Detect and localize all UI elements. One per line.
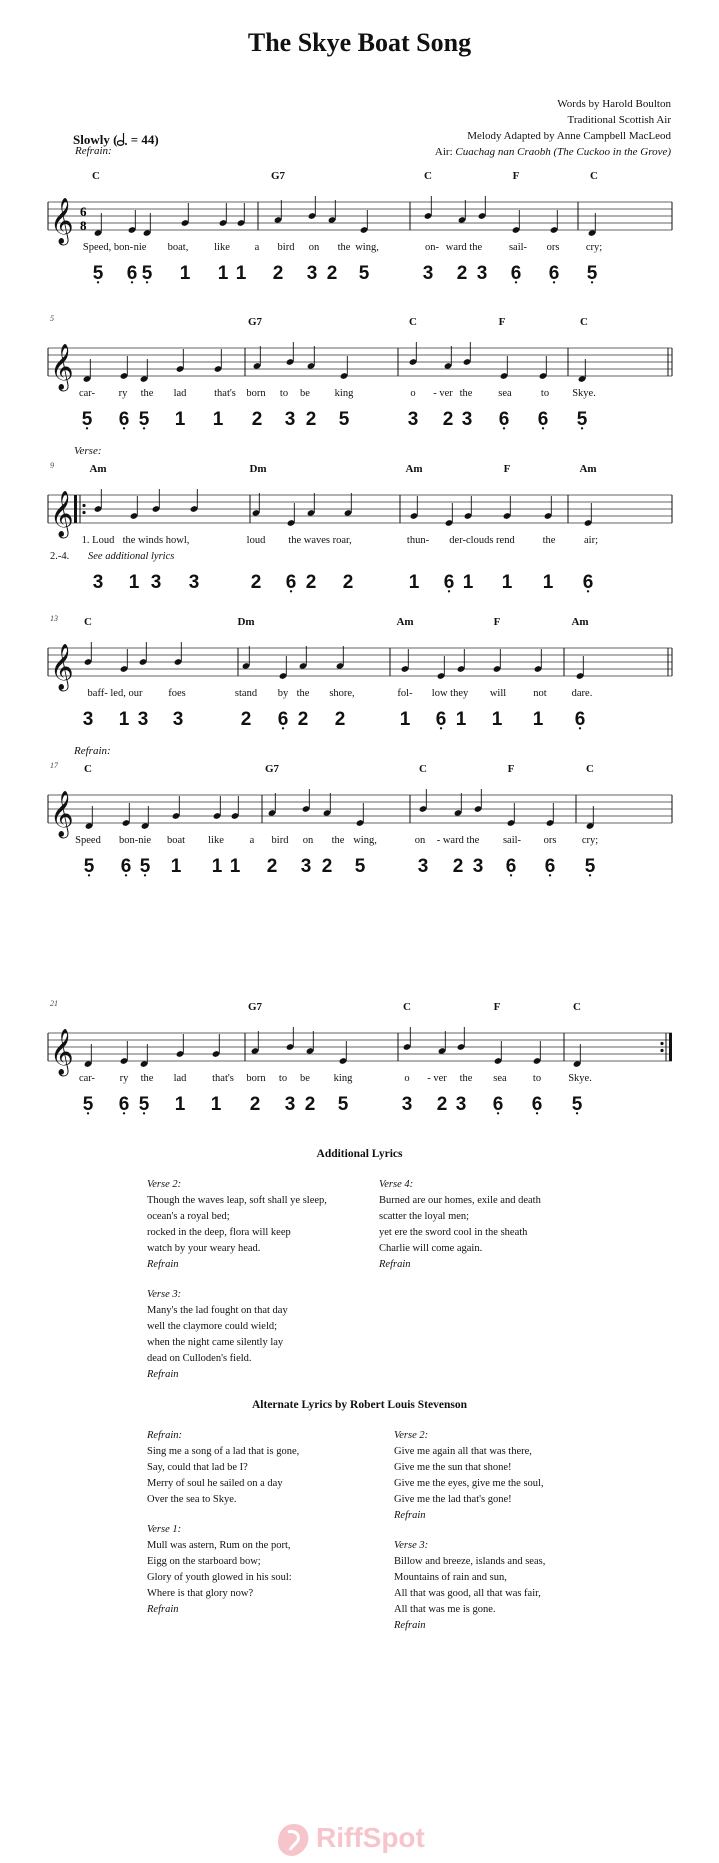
lyric-syllable: der-clouds rend — [449, 535, 515, 546]
harmonica-number: 3 — [455, 1094, 467, 1115]
harmonica-number: 5 • — [82, 410, 93, 430]
lyric-syllable: by — [277, 688, 289, 699]
lyric-syllable: like — [208, 835, 224, 846]
lyric-syllable: Speed — [75, 835, 101, 846]
harmonica-number: 2 — [334, 709, 346, 730]
chord-symbol: F — [512, 170, 520, 182]
riffspot-logo-icon — [274, 1822, 314, 1863]
chord-symbol: F — [503, 463, 511, 475]
lyric-syllable: sail- — [502, 835, 522, 846]
lyric-syllable: a — [254, 242, 260, 253]
lyric-syllable: foes — [168, 688, 186, 699]
harmonica-number: 1 — [462, 572, 474, 593]
harmonica-number: 3 — [300, 856, 312, 877]
harmonica-number: 1 — [399, 709, 411, 730]
lyric-syllable: king — [334, 388, 354, 399]
refrain-cue: Refrain — [394, 1620, 426, 1631]
lyric-syllable: stand — [234, 688, 258, 699]
harmonica-number: 3 — [476, 263, 488, 284]
chord-symbol: Dm — [237, 616, 255, 628]
harmonica-number: 1 — [118, 709, 130, 730]
chord-symbol: F — [498, 316, 506, 328]
chord-symbol: C — [573, 1001, 581, 1013]
harmonica-number: 1 — [211, 856, 223, 877]
harmonica-number: 2 — [251, 409, 263, 430]
lyric-line: All that was good, all that was fair, — [394, 1588, 541, 1599]
chord-symbol: C — [84, 616, 92, 628]
block-label: Verse 2: — [147, 1179, 182, 1190]
lyric-syllable: born — [246, 1073, 266, 1084]
block-label: Verse 3: — [147, 1289, 182, 1300]
harmonica-number: 2 — [305, 572, 317, 593]
refrain-cue: Refrain — [147, 1604, 179, 1615]
credit-melody: Melody Adapted by Anne Campbell MacLeod — [467, 130, 671, 142]
credit-words: Words by Harold Boulton — [557, 98, 671, 110]
lyric-syllable: the — [459, 1073, 473, 1084]
lyric-syllable: like — [214, 242, 230, 253]
lyric-syllable: wing, — [353, 835, 377, 846]
lyric-line: well the claymore could wield; — [147, 1321, 278, 1332]
harmonica-number: 3 — [422, 263, 434, 284]
verse-alt-number: 2.-4. — [50, 551, 70, 562]
chord-symbol: C — [409, 316, 417, 328]
chord-symbol: Am — [396, 616, 414, 628]
lyric-syllable: on — [302, 835, 314, 846]
lyric-syllable: be — [300, 388, 310, 399]
harmonica-number: 3 — [172, 709, 184, 730]
chord-symbol: Am — [579, 463, 597, 475]
harmonica-number: 5 • — [140, 857, 151, 877]
harmonica-number: 1 — [179, 263, 191, 284]
lyric-syllable: o — [404, 1073, 410, 1084]
section-label: Verse: — [74, 445, 102, 457]
lyric-syllable: on — [308, 242, 320, 253]
harmonica-number: 3 — [306, 263, 318, 284]
lyric-line: scatter the loyal men; — [379, 1211, 470, 1222]
chord-symbol: Am — [405, 463, 423, 475]
lyric-block — [147, 1287, 387, 1383]
lyric-syllable: lad — [173, 388, 187, 399]
harmonica-number: 5 • — [142, 264, 153, 284]
chord-symbol: C — [580, 316, 588, 328]
chord-symbol: G7 — [270, 170, 286, 182]
lyric-syllable: to — [540, 388, 550, 399]
section-label: Refrain: — [74, 745, 111, 757]
harmonica-number: 6 • — [532, 1095, 543, 1115]
lyric-line: dead on Culloden's field. — [147, 1353, 252, 1364]
block-label: Verse 2: — [394, 1430, 429, 1441]
chord-symbol: Dm — [249, 463, 267, 475]
harmonica-number: 3 — [407, 409, 419, 430]
svg-text:6: 6 — [80, 204, 87, 219]
tempo-value: = 44) — [130, 132, 159, 147]
harmonica-number: 5 • — [572, 1095, 583, 1115]
lyric-syllable: sea — [498, 388, 512, 399]
harmonica-number: 6 • — [583, 573, 594, 593]
section-label: Refrain: — [75, 145, 112, 157]
harmonica-number: 2 — [342, 572, 354, 593]
verse-alt-note: See additional lyrics — [88, 551, 175, 562]
harmonica-number: 3 — [401, 1094, 413, 1115]
harmonica-number: 2 — [304, 1094, 316, 1115]
chord-symbol: Am — [89, 463, 107, 475]
svg-text:𝄞: 𝄞 — [50, 198, 74, 244]
lyric-syllable: ry — [118, 388, 128, 399]
harmonica-number: 1 — [542, 572, 554, 593]
lyric-syllable: air; — [584, 535, 598, 546]
harmonica-number: 1 — [174, 1094, 186, 1115]
lyric-line: Glory of youth glowed in his soul: — [147, 1572, 292, 1583]
staff — [0, 1023, 719, 1083]
lyric-syllable: 1. Loud — [81, 535, 115, 546]
tempo-note-icon: ( — [113, 132, 127, 147]
block-label: Refrain: — [147, 1430, 182, 1441]
lyric-syllable: ry — [119, 1073, 129, 1084]
harmonica-number: 6 • — [575, 710, 586, 730]
lyric-syllable: thun- — [406, 535, 430, 546]
lyric-syllable: born — [246, 388, 266, 399]
refrain-cue: Refrain — [147, 1259, 179, 1270]
svg-text:𝄞: 𝄞 — [50, 791, 74, 837]
harmonica-number: 1 — [210, 1094, 222, 1115]
lyric-syllable: not — [533, 688, 547, 699]
harmonica-number: 2 — [297, 709, 309, 730]
lyric-syllable: the waves roar, — [288, 535, 352, 546]
lyric-line: All that was me is gone. — [394, 1604, 496, 1615]
lyric-syllable: boat — [166, 835, 186, 846]
lyric-syllable: will — [489, 688, 507, 699]
harmonica-number: 2 — [452, 856, 464, 877]
lyric-syllable: that's — [212, 1073, 234, 1084]
credit-air: Air: Cuachag nan Craobh (The Cuckoo in the Grove) — [434, 146, 671, 158]
lyric-block — [147, 1428, 387, 1508]
lyric-syllable: ward the — [445, 242, 483, 253]
refrain-cue: Refrain — [394, 1510, 426, 1521]
lyric-syllable: Skye. — [568, 1073, 592, 1084]
chord-symbol: F — [493, 1001, 501, 1013]
harmonica-number: 2 — [456, 263, 468, 284]
lyric-line: Sing me a song of a lad that is gone, — [147, 1446, 300, 1457]
measure-number: 5 — [50, 314, 54, 323]
lyric-line: Say, could that lad be I? — [147, 1462, 248, 1473]
lyric-syllable: lad — [173, 1073, 187, 1084]
svg-text:8: 8 — [80, 218, 87, 233]
lyric-line: Eigg on the starboard bow; — [147, 1556, 261, 1567]
harmonica-number: 6 • — [119, 410, 130, 430]
lyric-syllable: the winds howl, — [122, 535, 190, 546]
svg-text:𝄞: 𝄞 — [50, 491, 74, 537]
lyric-line: ocean's a royal bed; — [147, 1211, 230, 1222]
lyric-line: Give me the eyes, give me the soul, — [394, 1478, 544, 1489]
harmonica-number: 3 — [417, 856, 429, 877]
lyric-syllable: to — [532, 1073, 542, 1084]
lyric-syllable: - ward the — [436, 835, 480, 846]
lyric-syllable: fol- — [397, 688, 413, 699]
harmonica-number: 6 • — [286, 573, 297, 593]
harmonica-number: 5 — [354, 856, 366, 877]
additional-lyrics-heading: Additional Lyrics — [316, 1148, 403, 1160]
lyric-syllable: - ver — [427, 1073, 447, 1084]
harmonica-number: 6 • — [119, 1095, 130, 1115]
lyric-syllable: on — [414, 835, 426, 846]
alternate-lyrics-left — [147, 1428, 387, 1618]
svg-text:𝄞: 𝄞 — [50, 644, 74, 690]
lyric-syllable: Skye. — [572, 388, 596, 399]
lyric-syllable: king — [333, 1073, 353, 1084]
harmonica-number: 3 — [461, 409, 473, 430]
harmonica-number: 6 • — [506, 857, 517, 877]
harmonica-number: 3 — [284, 409, 296, 430]
lyric-syllable: - ver — [433, 388, 453, 399]
lyric-line: yet ere the sword cool in the sheath — [379, 1227, 528, 1238]
additional-lyrics-right — [379, 1177, 619, 1273]
measure-number: 13 — [50, 614, 58, 623]
lyric-syllable: baff- led, our — [87, 688, 143, 699]
harmonica-number: 1 — [128, 572, 140, 593]
lyric-syllable: the — [459, 388, 473, 399]
chord-symbol: C — [84, 763, 92, 775]
lyric-syllable: low they — [431, 688, 469, 699]
block-label: Verse 4: — [379, 1179, 414, 1190]
lyric-syllable: loud — [246, 535, 266, 546]
chord-symbol: C — [92, 170, 100, 182]
chord-symbol: C — [590, 170, 598, 182]
harmonica-number: 1 — [170, 856, 182, 877]
harmonica-number: 6 • — [549, 264, 560, 284]
harmonica-number: 5 • — [83, 1095, 94, 1115]
lyric-line: watch by your weary head. — [147, 1243, 261, 1254]
lyric-syllable: ors — [543, 835, 557, 846]
lyric-line: Many's the lad fought on that day — [147, 1305, 288, 1316]
lyric-syllable: shore, — [329, 688, 355, 699]
chord-symbol: C — [403, 1001, 411, 1013]
lyric-syllable: to — [278, 1073, 288, 1084]
lyric-syllable: the — [331, 835, 345, 846]
harmonica-number: 5 • — [139, 410, 150, 430]
chord-symbol: Am — [571, 616, 589, 628]
harmonica-number: 6 • — [436, 710, 447, 730]
lyric-syllable: a — [249, 835, 255, 846]
harmonica-number: 2 — [249, 1094, 261, 1115]
harmonica-number: 2 — [305, 409, 317, 430]
credit-air-type: Traditional Scottish Air — [567, 114, 671, 126]
harmonica-number: 6 • — [493, 1095, 504, 1115]
harmonica-number: 2 — [326, 263, 338, 284]
svg-text:𝄞: 𝄞 — [50, 344, 74, 390]
lyric-line: Give me the sun that shone! — [394, 1462, 512, 1473]
harmonica-number: 3 — [137, 709, 149, 730]
lyric-line: Mull was astern, Rum on the port, — [147, 1540, 291, 1551]
measure-number: 9 — [50, 461, 54, 470]
svg-text:𝄞: 𝄞 — [50, 1029, 74, 1075]
lyric-syllable: to — [279, 388, 289, 399]
chord-symbol: G7 — [264, 763, 280, 775]
harmonica-number: 6 • — [538, 410, 549, 430]
harmonica-number: 2 — [321, 856, 333, 877]
lyric-line: when the night came silently lay — [147, 1337, 284, 1348]
harmonica-number: 2 — [436, 1094, 448, 1115]
harmonica-number: 6 • — [545, 857, 556, 877]
lyric-line: Give me again all that was there, — [394, 1446, 532, 1457]
alternate-lyrics-right — [394, 1428, 634, 1634]
harmonica-number: 1 — [501, 572, 513, 593]
harmonica-number: 5 • — [84, 857, 95, 877]
harmonica-number: 1 — [408, 572, 420, 593]
chord-symbol: G7 — [247, 1001, 263, 1013]
lyric-syllable: cry; — [585, 242, 603, 253]
harmonica-number: 3 — [188, 572, 200, 593]
lyric-syllable: the — [542, 535, 556, 546]
chord-symbol: C — [419, 763, 427, 775]
lyric-syllable: dare. — [571, 688, 593, 699]
lyric-syllable: car- — [78, 1073, 96, 1084]
harmonica-number: 1 — [491, 709, 503, 730]
harmonica-number: 6 • — [499, 410, 510, 430]
credits — [371, 96, 671, 160]
harmonica-number: 1 — [235, 263, 247, 284]
harmonica-number: 1 — [455, 709, 467, 730]
chord-symbol: G7 — [247, 316, 263, 328]
lyric-syllable: sea — [493, 1073, 507, 1084]
harmonica-number: 3 — [150, 572, 162, 593]
harmonica-number: 6 • — [127, 264, 138, 284]
harmonica-number: 6 • — [121, 857, 132, 877]
harmonica-number: 6 • — [511, 264, 522, 284]
lyric-syllable: bon-nie — [118, 835, 152, 846]
lyric-block — [147, 1177, 387, 1273]
lyric-syllable: wing, — [355, 242, 379, 253]
harmonica-number: 5 • — [587, 264, 598, 284]
harmonica-number: 3 — [82, 709, 94, 730]
staff — [0, 338, 719, 398]
lyric-syllable: the — [337, 242, 351, 253]
lyric-syllable: sail- — [508, 242, 528, 253]
harmonica-number: 2 — [272, 263, 284, 284]
harmonica-number: 1 — [217, 263, 229, 284]
chord-symbol: F — [507, 763, 515, 775]
chord-symbol: F — [493, 616, 501, 628]
harmonica-number: 2 — [266, 856, 278, 877]
lyric-syllable: on- — [425, 242, 439, 253]
refrain-cue: Refrain — [147, 1369, 179, 1380]
harmonica-number: 1 — [532, 709, 544, 730]
lyric-syllable: the — [140, 1073, 154, 1084]
harmonica-number: 3 — [92, 572, 104, 593]
harmonica-number: 5 • — [585, 857, 596, 877]
harmonica-number: 2 — [442, 409, 454, 430]
air-title: Cuachag nan Craobh (The Cuckoo in the Grove) — [455, 146, 671, 158]
chord-symbol: C — [586, 763, 594, 775]
measure-number: 17 — [50, 761, 58, 770]
lyric-line: Over the sea to Skye. — [147, 1494, 237, 1505]
refrain-cue: Refrain — [379, 1259, 411, 1270]
lyric-line: Merry of soul he sailed on a day — [147, 1478, 283, 1489]
lyric-line: Billow and breeze, islands and seas, — [394, 1556, 546, 1567]
harmonica-number: 6 • — [444, 573, 455, 593]
alternate-lyrics-heading: Alternate Lyrics by Robert Louis Stevenson — [252, 1399, 467, 1411]
harmonica-number: 5 — [338, 409, 350, 430]
chord-symbol: C — [424, 170, 432, 182]
lyric-syllable: be — [300, 1073, 310, 1084]
harmonica-number: 3 — [284, 1094, 296, 1115]
lyric-syllable: bird — [277, 242, 295, 253]
lyric-block — [379, 1177, 619, 1273]
harmonica-number: 1 — [229, 856, 241, 877]
lyric-syllable: boat, — [167, 242, 189, 253]
lyric-syllable: the — [140, 388, 154, 399]
harmonica-number: 3 — [472, 856, 484, 877]
lyric-block — [394, 1538, 634, 1634]
harmonica-number: 6 • — [278, 710, 289, 730]
harmonica-number: 1 — [174, 409, 186, 430]
lyric-syllable: nie — [133, 242, 147, 253]
harmonica-number: 5 • — [139, 1095, 150, 1115]
block-label: Verse 3: — [394, 1540, 429, 1551]
lyric-syllable: Speed, bon- — [82, 242, 134, 253]
lyric-line: rocked in the deep, flora will keep — [147, 1227, 291, 1238]
tempo-word: Slowly — [73, 132, 110, 147]
lyric-line: Mountains of rain and sun, — [394, 1572, 507, 1583]
lyric-line: Though the waves leap, soft shall ye sleep, — [147, 1195, 327, 1206]
lyric-syllable: ors — [546, 242, 560, 253]
harmonica-number: 5 — [358, 263, 370, 284]
lyric-block — [394, 1428, 634, 1524]
lyric-syllable: o — [410, 388, 416, 399]
lyric-line: Give me the lad that's gone! — [394, 1494, 512, 1505]
harmonica-number: 2 — [250, 572, 262, 593]
lyric-syllable: car- — [78, 388, 96, 399]
lyric-syllable: bird — [271, 835, 289, 846]
lyric-syllable: cry; — [581, 835, 599, 846]
lyric-syllable: the — [296, 688, 310, 699]
lyric-line: Where is that glory now? — [147, 1588, 254, 1599]
harmonica-number: 5 — [337, 1094, 349, 1115]
harmonica-number: 2 — [240, 709, 252, 730]
riffspot-logo-text: RiffSpot — [316, 1822, 425, 1853]
lyric-line: Burned are our homes, exile and death — [379, 1195, 541, 1206]
lyric-line: Charlie will come again. — [379, 1243, 483, 1254]
lyric-syllable: that's — [214, 388, 236, 399]
harmonica-number: 5 • — [93, 264, 104, 284]
song-title: The Skye Boat Song — [247, 28, 472, 57]
additional-lyrics-left — [147, 1177, 387, 1383]
measure-number: 21 — [50, 999, 58, 1008]
harmonica-number: 1 — [212, 409, 224, 430]
block-label: Verse 1: — [147, 1524, 182, 1535]
lyric-block — [147, 1522, 387, 1618]
harmonica-number: 5 • — [577, 410, 588, 430]
